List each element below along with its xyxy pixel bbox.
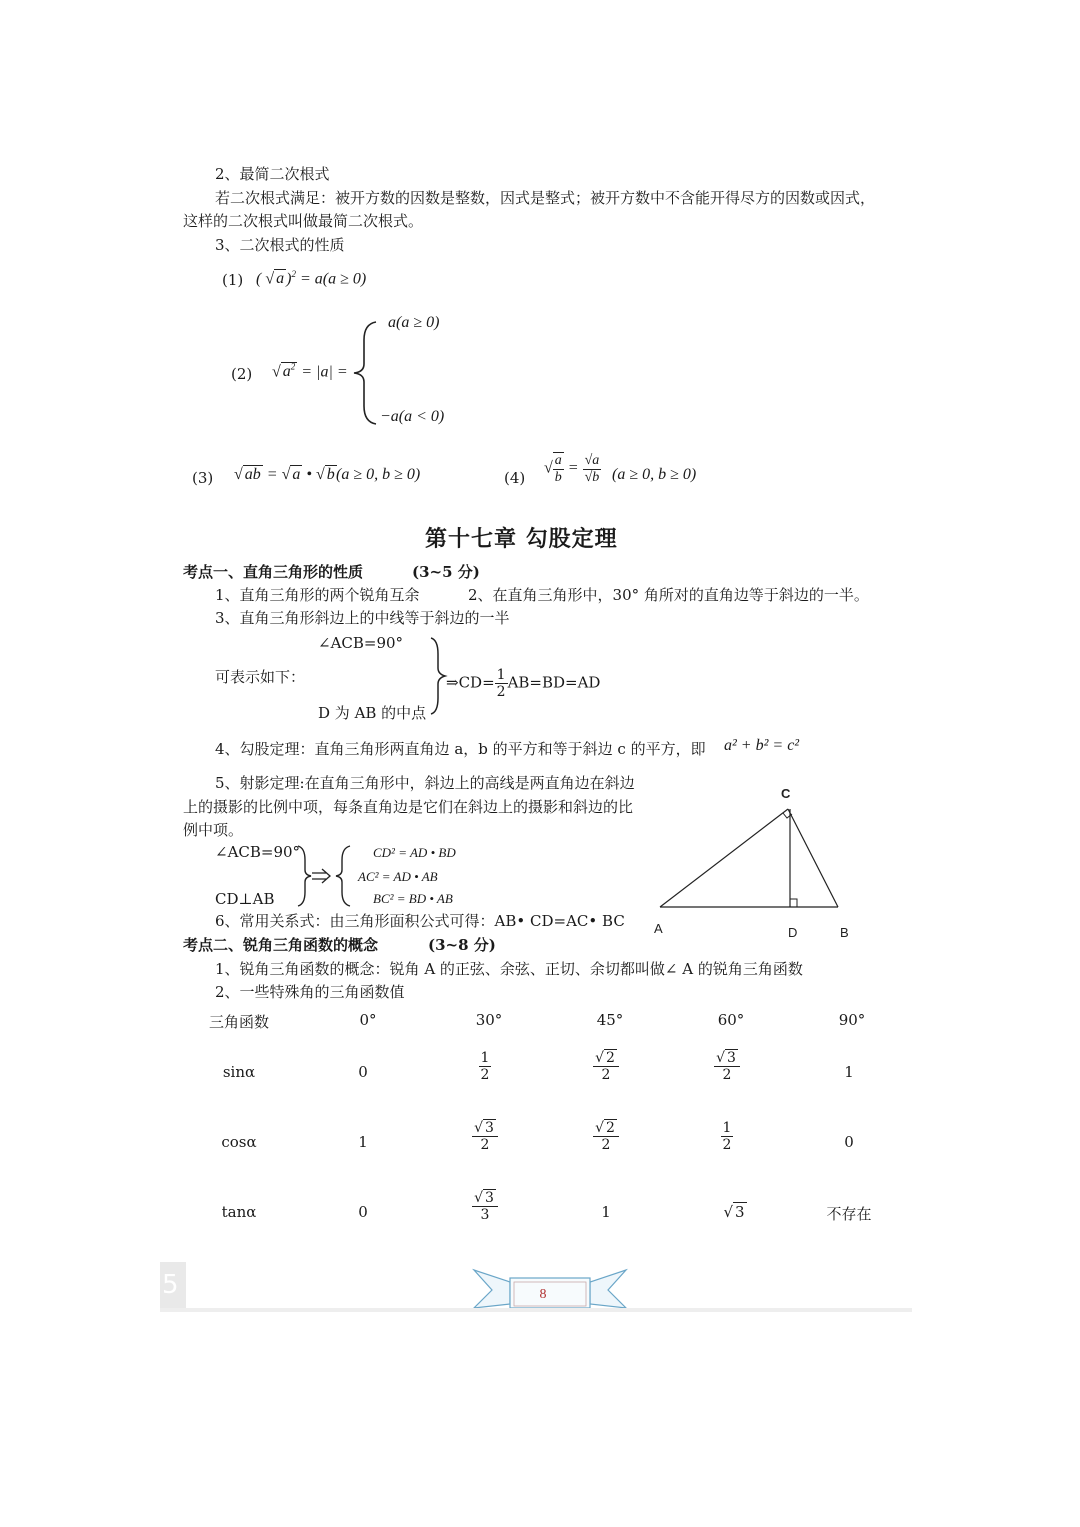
point1-item3: 3、直角三角形斜边上的中线等于斜边的一半 [215, 609, 510, 627]
point1-score: (3~5 分) [412, 563, 480, 581]
tan-0: 0 [358, 1203, 368, 1221]
cos-0: 1 [358, 1133, 368, 1151]
row-label-cos: cosα [221, 1133, 257, 1151]
median-result-prefix: ⇒CD= [446, 673, 495, 692]
table-header-30: 30° [475, 1011, 503, 1029]
formula2-case2: −a(a < 0) [380, 408, 445, 425]
point1-item5-line2: 上的摄影的比例中项，每条直角边是它们在斜边上的摄影和斜边的比 [183, 798, 634, 816]
projection-condition1: ∠ACB=90° [215, 843, 301, 861]
median-condition2: D 为 AB 的中点 [318, 704, 427, 722]
formula3: √ ab = √ a • √ b [234, 466, 335, 483]
vertex-c-label: C [781, 786, 791, 801]
tan-60: √ 3 [723, 1203, 745, 1221]
sin-0: 0 [358, 1063, 368, 1081]
point1-item4: 4、勾股定理：直角三角形两直角边 a，b 的平方和等于斜边 c 的平方，即 [215, 740, 706, 758]
cos-30: $\frac{√ 3}{2}$ [430, 1120, 540, 1153]
section2-body-line1: 若二次根式满足：被开方数的因数是整数，因式是整式；被开方数中不含能开得尽方的因数或因式， [215, 189, 876, 207]
point1-item2: 2、在直角三角形中，30° 角所对的直角边等于斜边的一半。 [468, 586, 869, 604]
cos-45: $\frac{√ 2}{2}$ [551, 1120, 661, 1153]
vertex-b-label: B [840, 925, 849, 940]
sin-30: $\frac{1}{2}$ [480, 1050, 490, 1083]
point2-item1: 1、锐角三角函数的概念：锐角 A 的正弦、余弦、正切、余切都叫做∠ A 的锐角三角函数 [215, 960, 803, 978]
side-tab: 5 [160, 1262, 186, 1308]
formula3-condition: (a ≥ 0, b ≥ 0) [336, 466, 421, 483]
tan-30: $\frac{√ 3}{3}$ [430, 1190, 540, 1223]
right-triangle-figure [650, 780, 860, 945]
formula4-condition: (a ≥ 0, b ≥ 0) [612, 466, 697, 483]
formula4-label: (4) [504, 469, 526, 487]
sin-60: $\frac{√ 3}{2}$ [672, 1050, 782, 1083]
point2-item2: 2、一些特殊角的三角函数值 [215, 983, 405, 1001]
brace-left [350, 318, 380, 428]
section2-heading: 2、最简二次根式 [215, 165, 330, 183]
projection-condition2: CD⊥AB [215, 890, 275, 908]
formula1-label: (1) [222, 271, 244, 289]
formula2-case1: a(a ≥ 0) [388, 314, 440, 331]
projection-eq1: CD² = AD • BD [373, 845, 456, 860]
median-result [446, 667, 600, 700]
formula2-lhs: √ $a^2 = |a|$ = [272, 362, 348, 381]
formula2-label: (2) [231, 365, 253, 383]
sin-90: 1 [844, 1063, 854, 1081]
vertex-a-label: A [654, 921, 663, 936]
table-header-func: 三角函数 [208, 1013, 269, 1031]
point1-item1: 1、直角三角形的两个锐角互余 [215, 586, 420, 604]
point2-heading: 考点二、锐角三角函数的概念 [183, 936, 379, 954]
median-condition1: ∠ACB=90° [318, 634, 404, 652]
point1-heading: 考点一、直角三角形的性质 [183, 563, 364, 581]
vertex-d-label: D [788, 925, 798, 940]
projection-eq3: BC² = BD • AB [373, 891, 453, 906]
formula1: ( √ a )$^2$ = a(a ≥ 0) [256, 269, 367, 288]
formula4: √ $\frac{a}{b}$ = $\frac{√a}{√b}$ [544, 452, 600, 485]
projection-eq2: AC² = AD • AB [358, 869, 438, 884]
median-result-suffix: AB=BD=AD [507, 673, 601, 692]
page-number: 8 [539, 1287, 547, 1302]
footer-divider [160, 1308, 912, 1312]
projection-arrow [296, 844, 356, 908]
formula3-label: (3) [192, 469, 214, 487]
cos-90: 0 [844, 1133, 854, 1151]
point2-score: (3~8 分) [428, 936, 496, 954]
tan-45: 1 [601, 1203, 611, 1221]
cos-60: $\frac{1}{2}$ [722, 1120, 732, 1153]
tan-90: 不存在 [826, 1205, 872, 1223]
section2-body-line2: 这样的二次根式叫做最简二次根式。 [183, 212, 424, 230]
table-header-90: 90° [838, 1011, 866, 1029]
section3-heading: 3、二次根式的性质 [215, 236, 345, 254]
pythagorean-formula: a² + b² = c² [724, 737, 800, 754]
median-expr-label: 可表示如下： [215, 668, 306, 686]
side-ac [660, 809, 788, 907]
table-header-45: 45° [596, 1011, 624, 1029]
median-fraction: $\frac{1}{2}$ [496, 667, 506, 700]
row-label-tan: tanα [221, 1203, 257, 1221]
side-bc [788, 809, 838, 907]
row-label-sin: sinα [222, 1063, 256, 1081]
point1-item6: 6、常用关系式：由三角形面积公式可得：AB• CD=AC• BC [215, 912, 625, 930]
table-header-0: 0° [359, 1011, 377, 1029]
table-header-60: 60° [717, 1011, 745, 1029]
right-angle-d-mark [790, 899, 797, 907]
median-brace [428, 636, 448, 716]
chapter-title: 第十七章 勾股定理 [425, 526, 618, 552]
sin-45: $\frac{√ 2}{2}$ [551, 1050, 661, 1083]
point1-item5-line3: 例中项。 [183, 821, 244, 839]
point1-item5-line1: 5、射影定理:在直角三角形中，斜边上的高线是两直角边在斜边 [215, 774, 635, 792]
